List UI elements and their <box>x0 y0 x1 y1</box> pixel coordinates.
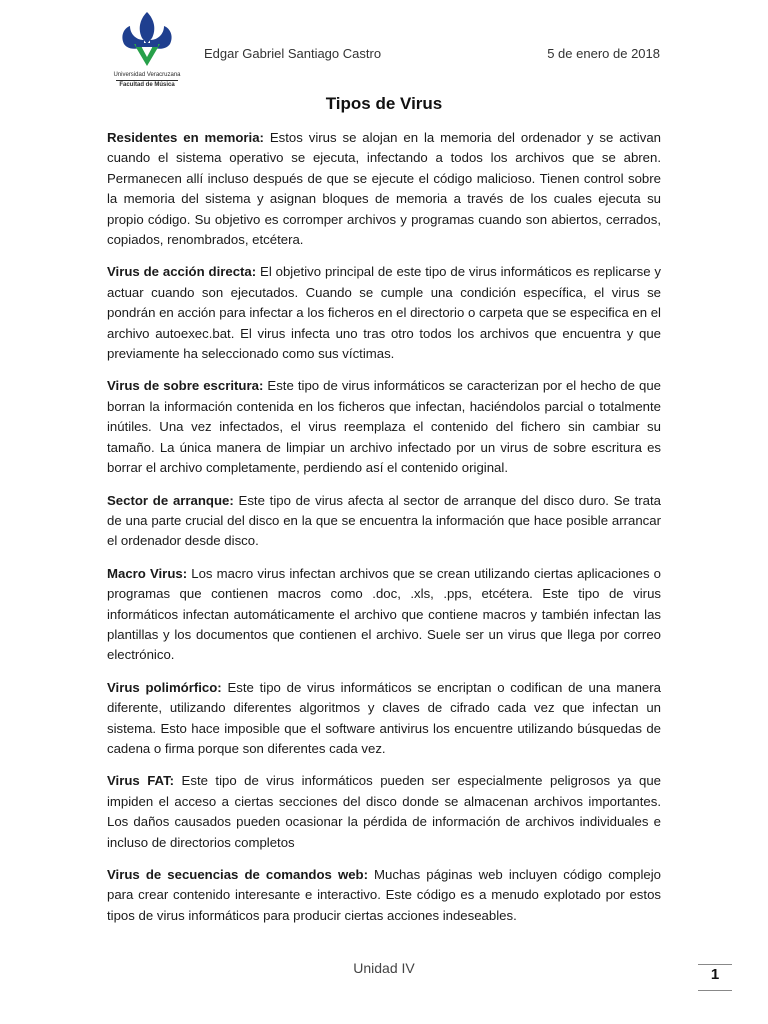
paragraph-virus-polimorfico <box>107 678 661 760</box>
document-title: Tipos de Virus <box>325 94 443 113</box>
paragraph-residentes-en-memoria <box>107 128 661 250</box>
paragraph-term: Virus de acción directa: <box>107 264 257 280</box>
logo-divider <box>116 80 178 81</box>
page-number: 1 <box>710 966 720 983</box>
paragraph-text: Estos virus se alojan en la memoria del ordenador y se activan cuando el sistema operativo se ejecuta, infectando a todos los archivos que se abren. Permanecen allí incluso después de que se ejecute el código malicioso. Tienen control sobre la memoria del sistema y asignan bloques de memoria a través de los cuales ejecuta su propio código. Su objetivo es corromper archivos y programas cuando son abiertos, cerrados, copiados, renombrados, etcétera. <box>107 130 662 248</box>
paragraph-term: Virus de secuencias de comandos web: <box>107 867 368 882</box>
header-author: Edgar Gabriel Santiago Castro <box>204 46 382 61</box>
page-number-top-rule <box>698 964 732 965</box>
paragraph-text: El objetivo principal de este tipo de virus informáticos es replicarse y actuar cuando son ejecutados. Cuando se cumple una condición específica, el virus se pondrán en acción para infectar a los ficheros en el directorio o carpeta que se especifica en el archivo autoexec.bat. El virus infecta uno tras otro todos los archivos que encuentra y que previamente ha seleccionado como sus víctimas. <box>107 264 661 362</box>
paragraph-term: Virus de sobre escritura: <box>107 378 264 394</box>
paragraph-text: Este tipo de virus informáticos se encriptan o codifican de una manera diferente, utilizando diferentes algoritmos y claves de cifrado cada vez que infectan un sistema. Esto hace imposible que el software antivirus los encuentre utilizando búsquedas de cadena o firma porque son diferentes cada vez. <box>107 679 661 756</box>
logo-faculty-name: Facultad de Música <box>119 82 175 88</box>
paragraph-term: Virus FAT: <box>107 773 175 789</box>
page-number-bottom-rule <box>698 990 732 991</box>
document-body <box>107 128 661 938</box>
paragraph-macro-virus <box>107 564 661 666</box>
paragraph-text: Este tipo de virus informáticos se caracterizan por el hecho de que borran la información contenida en los ficheros que infectan, haciéndolos parcial o totalmente inútiles. Una vez infectados, el virus reemplaza el contenido del fichero sin cambiar su tamaño. La única manera de limpiar un archivo infectado por un virus de sobre escritura es borrar el archivo completamente, perdiendo así el contenido original. <box>107 378 662 476</box>
university-logo <box>108 10 186 90</box>
footer-unit-label: Unidad IV <box>353 960 415 976</box>
paragraph-term: Sector de arranque: <box>107 492 234 508</box>
flor-de-lis-icon <box>108 10 186 70</box>
paragraph-text: Muchas páginas web incluyen código complejo para crear contenido interesante e interactivo. Este código es a menudo explotado por estos tipos de virus informáticos para producir ciertas acciones indeseables. <box>107 867 661 923</box>
paragraph-term: Virus polimórfico: <box>107 679 222 695</box>
paragraph-virus-de-sobre-escritura <box>107 376 661 478</box>
paragraph-virus-de-accion-directa <box>107 262 661 364</box>
paragraph-text: Este tipo de virus informáticos pueden ser especialmente peligrosos ya que impiden el acceso a ciertas secciones del disco donde se almacenan archivos importantes. Los daños causados pueden ocasionar la pérdida de información de archivos individuales e incluso de directorios completos <box>107 773 661 850</box>
paragraph-sector-de-arranque <box>107 491 661 552</box>
paragraph-virus-de-secuencias-de-comandos-web <box>107 865 661 926</box>
header-date: 5 de enero de 2018 <box>547 46 660 61</box>
paragraph-virus-fat <box>107 771 661 853</box>
paragraph-text: Los macro virus infectan archivos que se crean utilizando ciertas aplicaciones o programas que contienen macros como .doc, .xls, .pps, etcétera. Este tipo de virus informáticos infectan automáticamente el archivo que contiene macros y también infectan las plantillas y los documentos que contienen el archivo. Suele ser un virus que llega por correo electrónico. <box>107 565 661 663</box>
logo-university-name: Universidad Veracruzana <box>113 72 181 78</box>
paragraph-text: Este tipo de virus afecta al sector de arranque del disco duro. Se trata de una parte crucial del disco en la que se encuentra la información que hace posible arrancar el ordenador desde disco. <box>107 492 661 549</box>
paragraph-term: Residentes en memoria: <box>107 130 264 145</box>
paragraph-term: Macro Virus: <box>107 565 188 581</box>
